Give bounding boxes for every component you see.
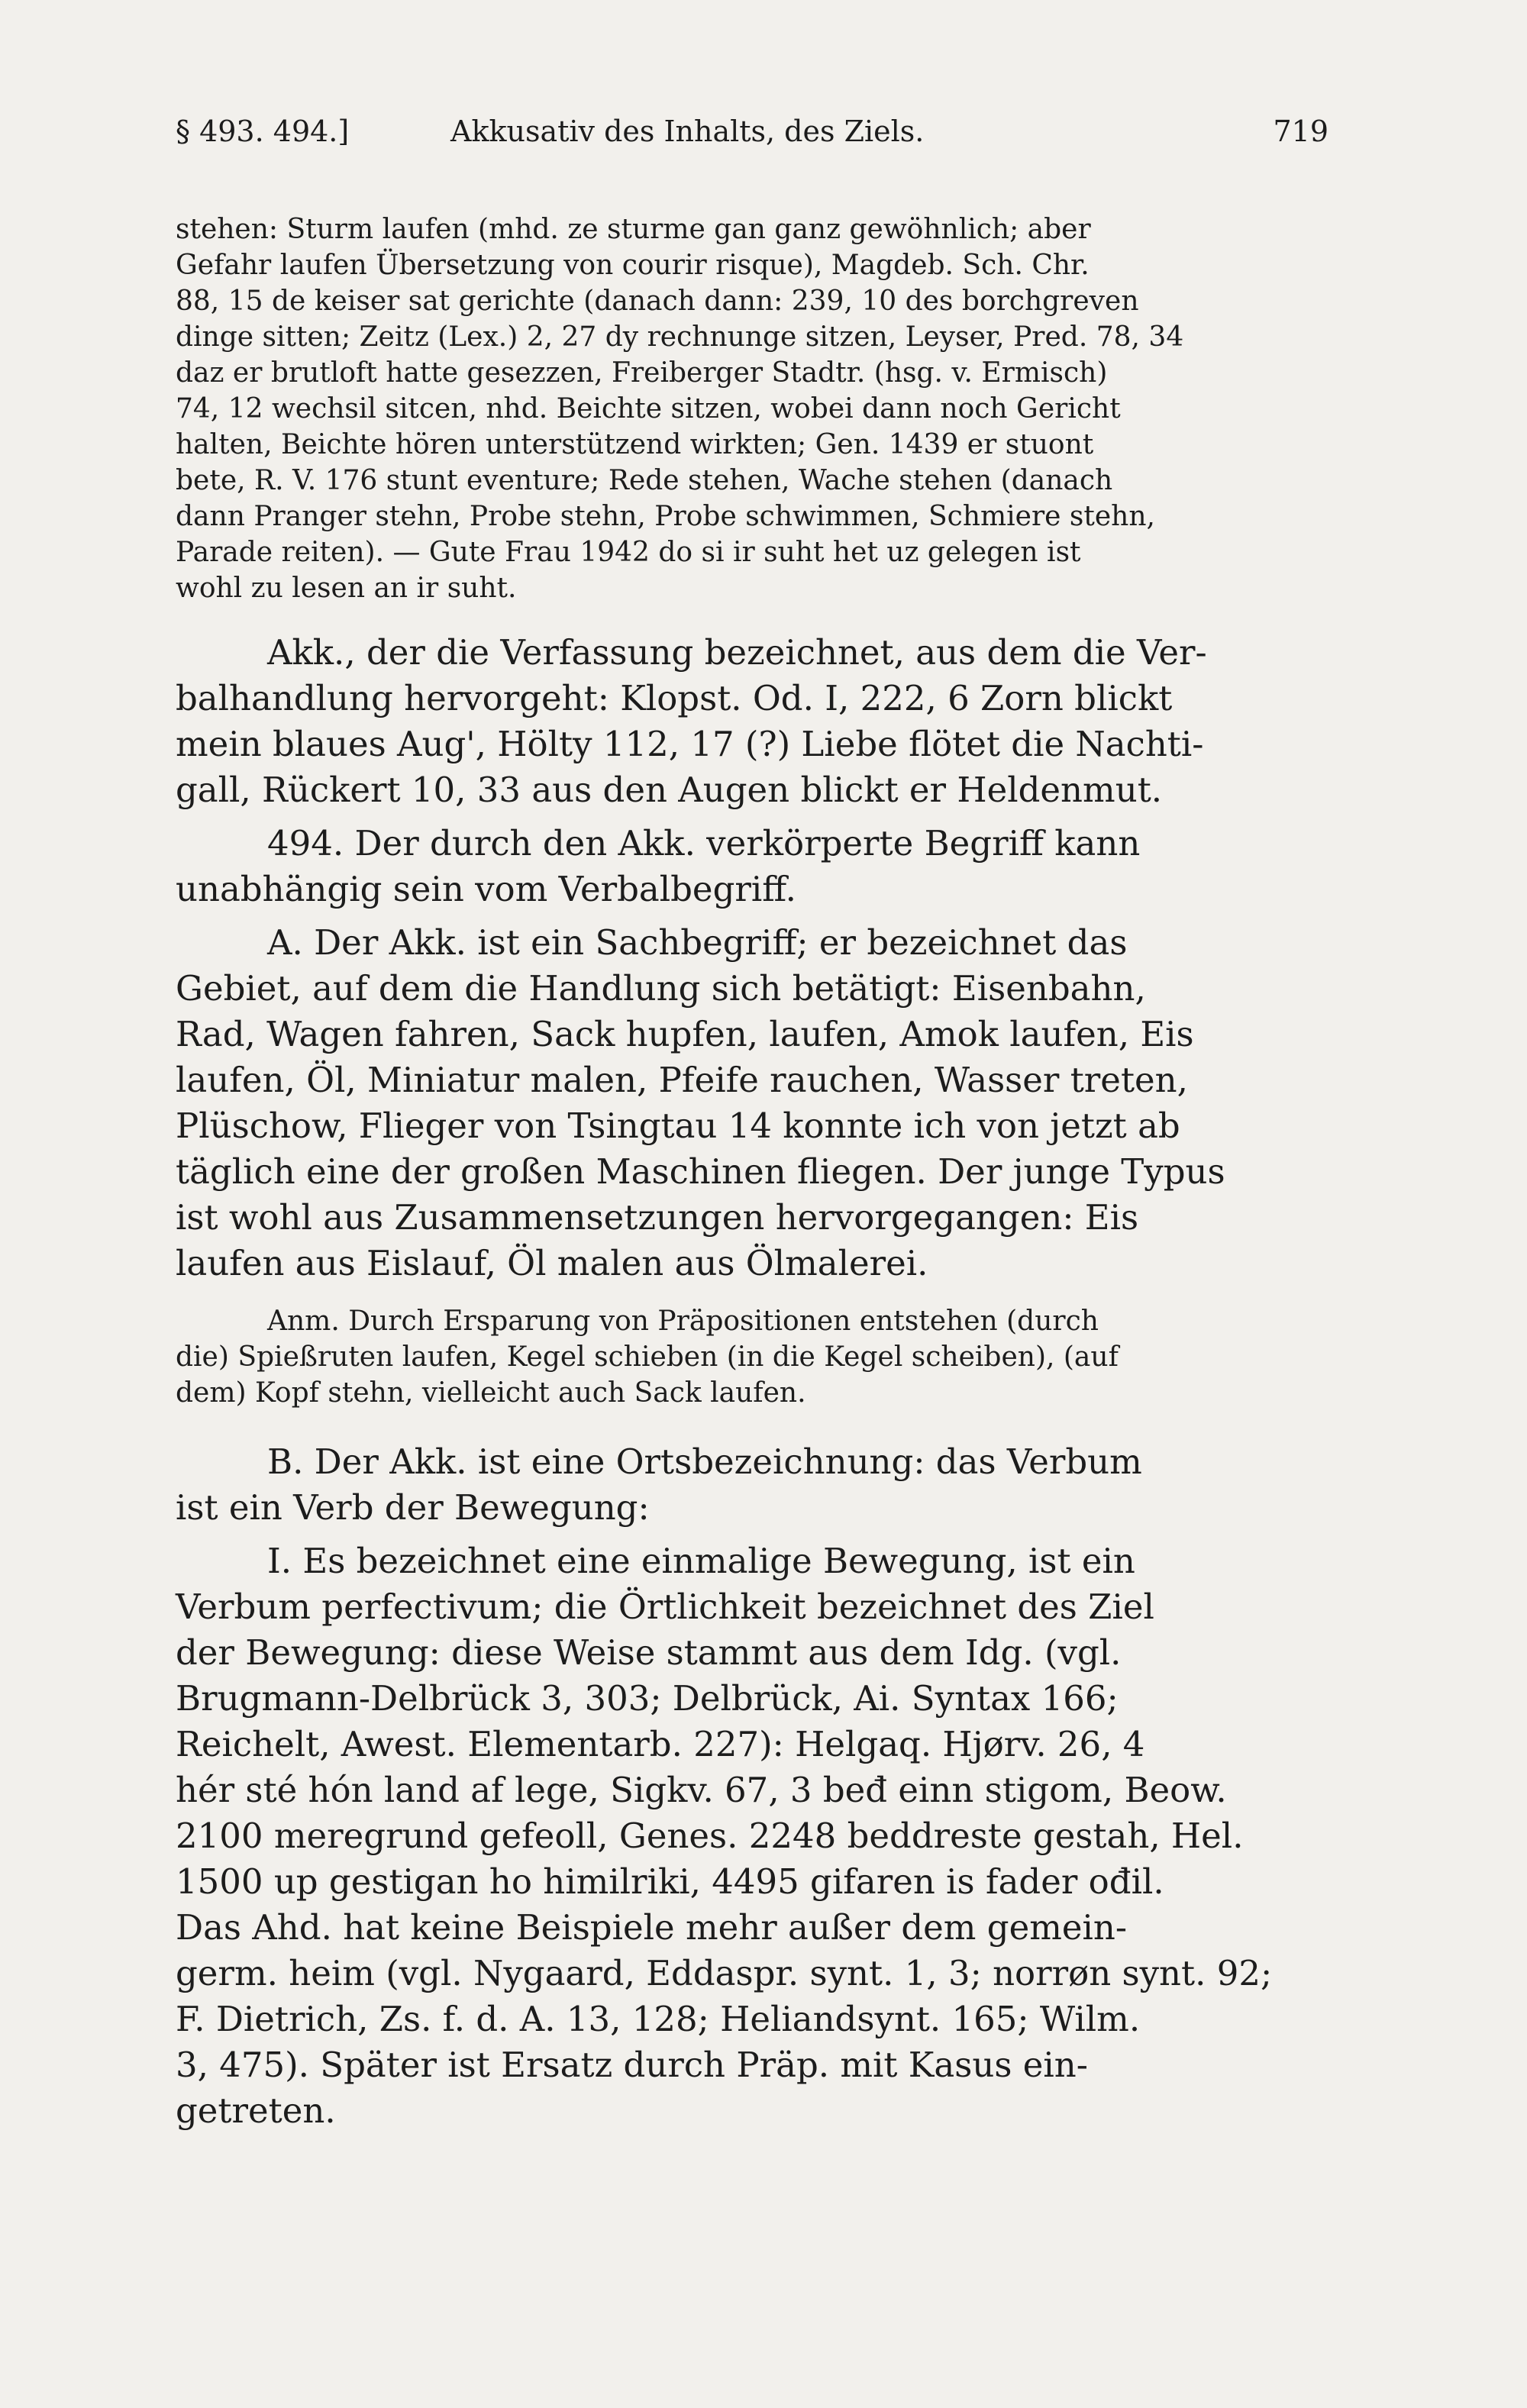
section-start-494: 494. Der durch den Akk. verkörperte Begriff kann	[267, 823, 1141, 863]
text-line: B. Der Akk. ist eine Ortsbezeichnung: das Verbum	[267, 1441, 1142, 1482]
text-line: bete, R. V. 176 stunt eventure; Rede stehen, Wache stehen (danach	[176, 465, 1113, 496]
text-line: Gebiet, auf dem die Handlung sich betätigt: Eisenbahn,	[176, 968, 1146, 1009]
text-line: Brugmann-Delbrück 3, 303; Delbrück, Ai. Syntax 166;	[176, 1678, 1119, 1719]
text-line: germ. heim (vgl. Nygaard, Eddaspr. synt. 1, 3; norrøn synt. 92;	[176, 1953, 1273, 1993]
text-line: hér sté hón land af lege, Sigkv. 67, 3 beđ einn stigom, Beow.	[176, 1770, 1227, 1810]
text-line: stehen: Sturm laufen (mhd. ze sturme gan ganz gewöhnlich; aber	[176, 214, 1091, 245]
text-line: der Bewegung: diese Weise stammt aus dem Idg. (vgl.	[176, 1632, 1122, 1673]
text-line: gall, Rückert 10, 33 aus den Augen blickt er Heldenmut.	[176, 770, 1163, 810]
text-line: halten, Beichte hören unterstützend wirkten; Gen. 1439 er stuont	[176, 429, 1094, 460]
text-line: F. Dietrich, Zs. f. d. A. 13, 128; Heliandsynt. 165; Wilm.	[176, 1999, 1141, 2039]
text-line: Plüschow, Flieger von Tsingtau 14 konnte ich von jetzt ab	[176, 1106, 1180, 1146]
text-line: I. Es bezeichnet eine einmalige Bewegung, ist ein	[267, 1541, 1135, 1581]
text-line: daz er brutloft hatte gesezzen, Freiberger Stadtr. (hsg. v. Ermisch)	[176, 357, 1108, 389]
text-line: dann Pranger stehn, Probe stehn, Probe schwimmen, Schmiere stehn,	[176, 501, 1155, 532]
page-number: 719	[1273, 115, 1328, 148]
text-line: 88, 15 de keiser sat gerichte (danach dann: 239, 10 des borchgreven	[176, 286, 1139, 317]
text-line: getreten.	[176, 2090, 336, 2131]
text-line: Verbum perfectivum; die Örtlichkeit bezeichnet des Ziel	[176, 1587, 1154, 1627]
text-line: Akk., der die Verfassung bezeichnet, aus dem die Ver-	[267, 632, 1207, 673]
text-line: Gefahr laufen Übersetzung von courir risque), Magdeb. Sch. Chr.	[176, 250, 1090, 281]
running-header	[176, 115, 1328, 160]
text-line: wohl zu lesen an ir suht.	[176, 573, 517, 604]
text-line: A. Der Akk. ist ein Sachbegriff; er bezeichnet das	[267, 922, 1128, 963]
header-title: Akkusativ des Inhalts, des Ziels.	[450, 115, 925, 148]
text-line: mein blaues Aug', Hölty 112, 17 (?) Liebe flötet die Nachti-	[176, 724, 1204, 764]
text-line: balhandlung hervorgeht: Klopst. Od. I, 222, 6 Zorn blickt	[176, 678, 1173, 718]
text-line: laufen, Öl, Miniatur malen, Pfeife rauchen, Wasser treten,	[176, 1060, 1188, 1100]
text-line: unabhängig sein vom Verbalbegriff.	[176, 869, 796, 909]
text-line: dinge sitten; Zeitz (Lex.) 2, 27 dy rechnunge sitzen, Leyser, Pred. 78, 34	[176, 321, 1184, 353]
text-line: Parade reiten). — Gute Frau 1942 do si ir suht het uz gelegen ist	[176, 537, 1081, 568]
text-line: 74, 12 wechsil sitcen, nhd. Beichte sitzen, wobei dann noch Gericht	[176, 393, 1121, 424]
text-line: Rad, Wagen fahren, Sack hupfen, laufen, Amok laufen, Eis	[176, 1014, 1194, 1054]
note-line: dem) Kopf stehn, vielleicht auch Sack laufen.	[176, 1377, 806, 1409]
text-line: laufen aus Eislauf, Öl malen aus Ölmalerei.	[176, 1243, 928, 1283]
text-line: 1500 up gestigan ho himilriki, 4495 gifaren is fader ođil.	[176, 1861, 1164, 1902]
section-reference: § 493. 494.]	[176, 115, 350, 148]
text-line: täglich eine der großen Maschinen fliegen. Der junge Typus	[176, 1151, 1225, 1192]
note-line: Anm. Durch Ersparung von Präpositionen entstehen (durch	[267, 1306, 1099, 1337]
text-line: ist wohl aus Zusammensetzungen hervorgegangen: Eis	[176, 1197, 1139, 1238]
text-line: Reichelt, Awest. Elementarb. 227): Helgaq. Hjørv. 26, 4	[176, 1724, 1145, 1764]
text-line: Das Ahd. hat keine Beispiele mehr außer dem gemein-	[176, 1907, 1128, 1948]
text-line: 2100 meregrund gefeoll, Genes. 2248 beddreste gestah, Hel.	[176, 1816, 1244, 1856]
text-line: 3, 475). Später ist Ersatz durch Präp. mit Kasus ein-	[176, 2045, 1088, 2085]
note-line: die) Spießruten laufen, Kegel schieben (in die Kegel scheiben), (auf	[176, 1341, 1119, 1373]
text-line: ist ein Verb der Bewegung:	[176, 1487, 650, 1528]
